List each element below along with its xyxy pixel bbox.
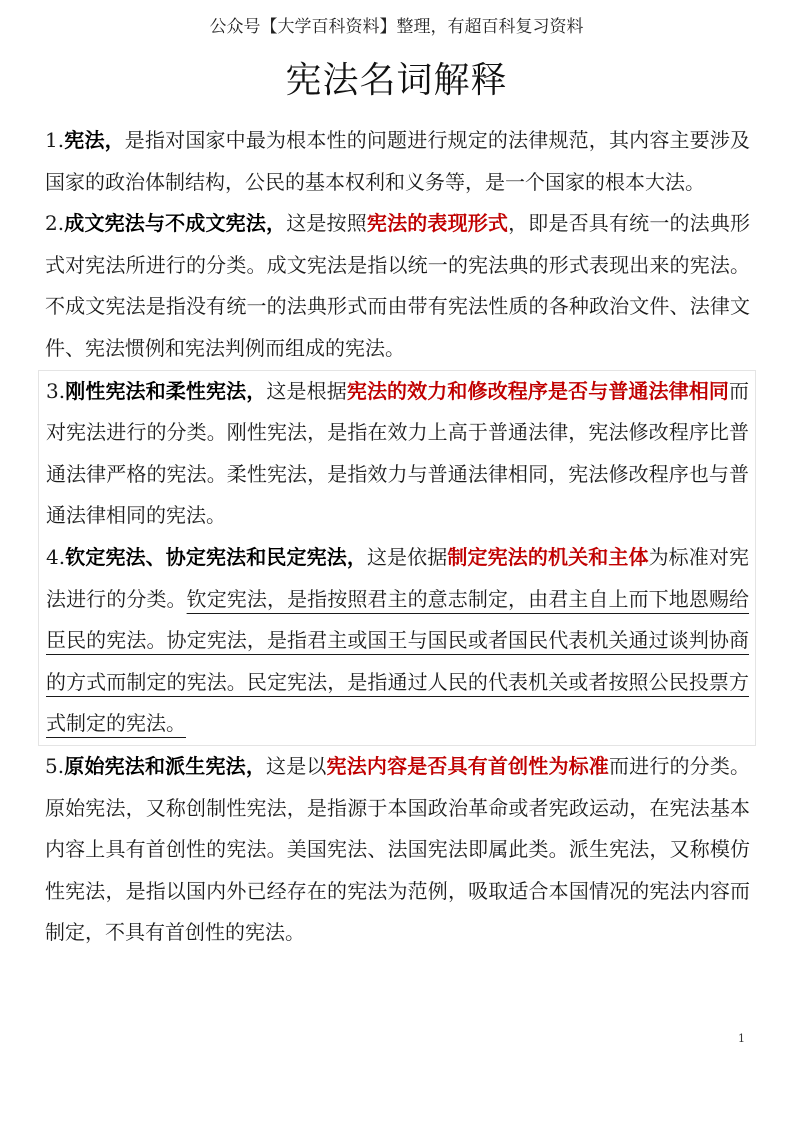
definition-text: 这是按照 bbox=[286, 211, 367, 236]
paragraph-3 bbox=[46, 371, 749, 537]
term-title: 刚性宪法和柔性宪法， bbox=[65, 378, 267, 403]
definition-text: 这是依据 bbox=[366, 544, 448, 569]
classification-criterion: 制定宪法的机关和主体 bbox=[447, 544, 649, 569]
definition-text: 这是以 bbox=[266, 753, 327, 778]
definition-text: 是指对国家中最为根本性的问题进行规定的法律规范，其内容主要涉及国家的政治体制结构，公民的基本权利和义务等，是一个国家的根本大法。 bbox=[45, 128, 751, 194]
paragraph-number: 1. bbox=[45, 128, 65, 152]
definition-text: 而对宪法进行的分类。刚性宪法，是指在效力上高于普通法律，宪法修改程序比普通法律严格的宪法。柔性宪法，是指效力与普通法律相同，宪法修改程序也与普通法律相同的宪法。 bbox=[46, 378, 750, 528]
source-header: 公众号【大学百科资料】整理，有超百科复习资料 bbox=[209, 17, 584, 37]
underlined-text: 钦定宪法，是指按照君主的意志制定，由君主自上而下地恩赐给臣民的宪法。协定宪法，是指君主或国王与国民或者国民代表机关通过谈判协商的方式而制定的宪法。民定宪法，是指通过人民的代表机关或者按照公民投票方式制定的宪法。 bbox=[46, 586, 750, 736]
document-body bbox=[45, 120, 750, 954]
classification-criterion: 宪法内容是否具有首创性为标准 bbox=[326, 753, 609, 778]
page-title: 宪法名词解释 bbox=[285, 60, 508, 101]
page-number: 1 bbox=[738, 1032, 745, 1045]
paragraph-number: 3. bbox=[46, 378, 66, 403]
definition-text: 而进行的分类。原始宪法，又称创制性宪法，是指源于本国政治革命或者宪政运动，在宪法基本内容上具有首创性的宪法。美国宪法、法国宪法即属此类。派生宪法，又称模仿性宪法，是指以国内外已经存在的宪法为范例，吸取适合本国情况的宪法内容而制定，不具有首创性的宪法。 bbox=[45, 753, 751, 945]
definition-text: ，即是否具有统一的法典形式对宪法所进行的分类。成文宪法是指以统一的宪法典的形式表现出来的宪法。不成文宪法是指没有统一的法典形式而由带有宪法性质的各种政治文件、法律文件、宪法惯例和宪法判例而组成的宪法。 bbox=[45, 211, 751, 360]
paragraph-2 bbox=[45, 203, 750, 369]
definition-text: 为标准对宪法进行的分类。 bbox=[46, 544, 750, 611]
paragraph-5 bbox=[45, 746, 750, 954]
paragraph-number: 5. bbox=[45, 753, 65, 778]
classification-criterion: 宪法的表现形式 bbox=[366, 211, 509, 236]
term-title: 钦定宪法、协定宪法和民定宪法， bbox=[65, 544, 367, 569]
classification-criterion: 宪法的效力和修改程序是否与普通法律相同 bbox=[346, 378, 730, 403]
paragraph-1 bbox=[45, 120, 750, 203]
paragraph-4 bbox=[46, 537, 749, 745]
term-title: 宪法， bbox=[64, 128, 125, 152]
term-title: 成文宪法与不成文宪法， bbox=[64, 211, 287, 236]
paragraph-number: 4. bbox=[46, 544, 66, 569]
term-title: 原始宪法和派生宪法， bbox=[64, 753, 267, 778]
boxed-section bbox=[38, 370, 756, 746]
paragraph-number: 2. bbox=[45, 211, 65, 236]
definition-text: 这是根据 bbox=[266, 378, 347, 403]
